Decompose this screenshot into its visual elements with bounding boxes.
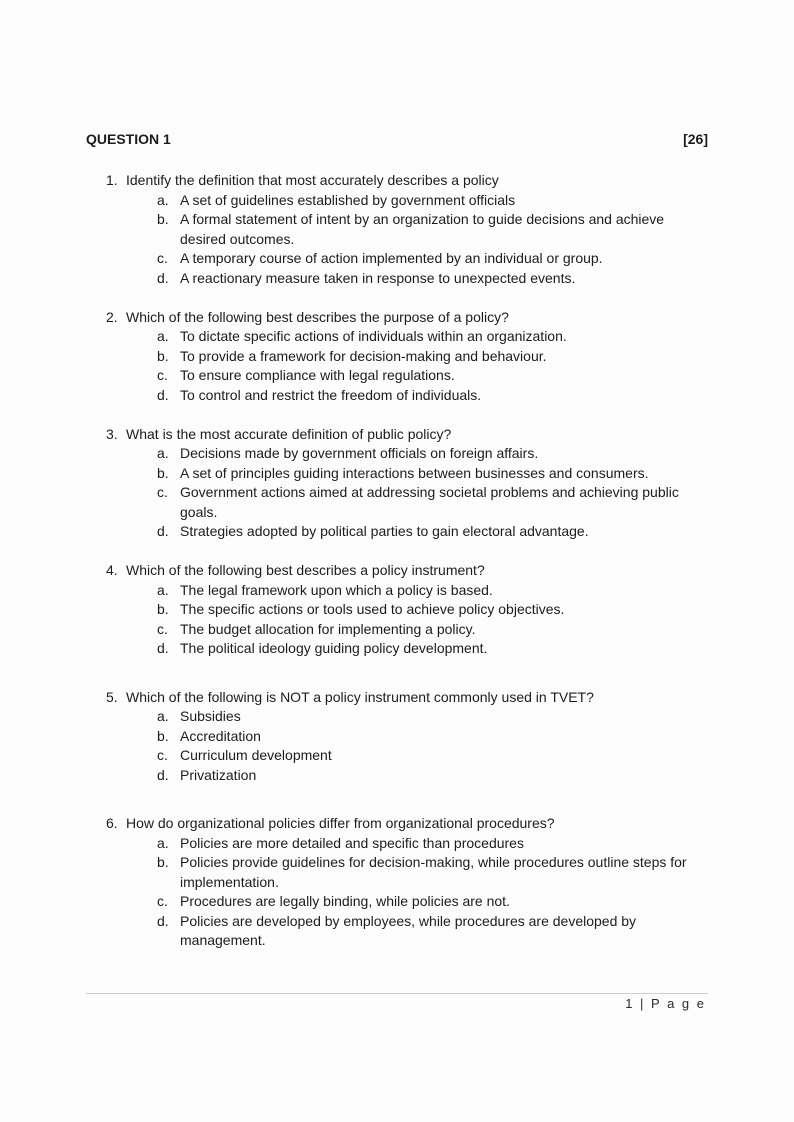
- option-text: Privatization: [180, 766, 257, 783]
- question-stem: [0, 561, 794, 581]
- option-letter: c.: [157, 747, 168, 763]
- answer-option: [0, 249, 794, 269]
- option-letter: a.: [157, 581, 169, 598]
- question-text: Which of the following best describes a policy instrument?: [126, 562, 485, 578]
- question-item: [0, 171, 794, 288]
- option-text: A formal statement of intent by an organization to guide decisions and achieve desired outcomes.: [180, 211, 665, 247]
- question-stem: [0, 171, 794, 191]
- option-text: Policies are more detailed and specific than procedures: [180, 834, 524, 851]
- answer-option: [0, 581, 794, 601]
- option-letter: b.: [157, 464, 169, 481]
- answer-option: [0, 912, 794, 951]
- option-letter: d.: [157, 523, 169, 539]
- question-stem: [0, 425, 794, 445]
- footer-divider: [86, 993, 708, 994]
- option-letter: d.: [157, 386, 169, 403]
- option-letter: c.: [157, 893, 168, 909]
- option-text: Government actions aimed at addressing societal problems and achieving public goals.: [180, 484, 679, 520]
- option-letter: d.: [157, 640, 169, 656]
- option-text: A temporary course of action implemented by an individual or group.: [180, 250, 603, 266]
- question-list: [0, 171, 794, 951]
- section-marks: [26]: [683, 131, 708, 147]
- answer-option: [0, 483, 794, 522]
- option-text: Strategies adopted by political parties to gain electoral advantage.: [180, 523, 589, 539]
- option-text: Subsidies: [180, 708, 241, 724]
- answer-option: [0, 210, 794, 249]
- option-text: To provide a framework for decision-making and behaviour.: [180, 347, 547, 364]
- section-title: QUESTION 1: [86, 131, 171, 147]
- question-number: 3.: [106, 425, 118, 442]
- option-letter: d.: [157, 269, 169, 286]
- answer-option: [0, 727, 794, 747]
- question-number: 1.: [106, 172, 118, 188]
- answer-option: [0, 444, 794, 464]
- option-letter: b.: [157, 727, 169, 744]
- option-letter: b.: [157, 601, 169, 617]
- question-number: 4.: [106, 562, 118, 578]
- answer-option: [0, 464, 794, 484]
- question-item: [0, 561, 794, 659]
- option-text: Policies provide guidelines for decision-making, while procedures outline steps for implementation.: [180, 854, 687, 890]
- option-letter: a.: [157, 834, 169, 851]
- option-text: Policies are developed by employees, while procedures are developed by management.: [180, 912, 637, 948]
- option-letter: c.: [157, 620, 168, 637]
- option-letter: a.: [157, 328, 169, 344]
- answer-option: [0, 347, 794, 367]
- option-text: To dictate specific actions of individuals within an organization.: [180, 328, 567, 344]
- question-item: [0, 308, 794, 406]
- question-item: [0, 425, 794, 542]
- option-letter: c.: [157, 484, 168, 500]
- option-text: The specific actions or tools used to achieve policy objectives.: [180, 601, 565, 617]
- option-text: Curriculum development: [180, 747, 332, 763]
- question-text: Identify the definition that most accurately describes a policy: [126, 172, 499, 188]
- question-number: 6.: [106, 815, 118, 831]
- option-letter: a.: [157, 191, 169, 208]
- option-text: To control and restrict the freedom of individuals.: [180, 386, 482, 403]
- option-letter: d.: [157, 766, 169, 783]
- option-letter: b.: [157, 347, 169, 364]
- answer-option: [0, 522, 794, 542]
- answer-option: [0, 366, 794, 386]
- question-text: How do organizational policies differ from organizational procedures?: [126, 815, 555, 831]
- option-text: A reactionary measure taken in response to unexpected events.: [180, 269, 576, 286]
- answer-option: [0, 707, 794, 727]
- question-number: 2.: [106, 308, 118, 325]
- option-text: A set of principles guiding interactions between businesses and consumers.: [180, 464, 649, 481]
- option-text: The legal framework upon which a policy is based.: [180, 581, 493, 598]
- answer-option: [0, 639, 794, 659]
- option-text: Accreditation: [180, 727, 261, 744]
- answer-option: [0, 600, 794, 620]
- answer-option: [0, 269, 794, 289]
- answer-option: [0, 327, 794, 347]
- answer-option: [0, 386, 794, 406]
- page-number: 1 | P a g e: [625, 996, 706, 1011]
- option-letter: d.: [157, 912, 169, 929]
- option-letter: b.: [157, 211, 169, 227]
- answer-option: [0, 620, 794, 640]
- option-letter: c.: [157, 367, 168, 383]
- question-item: [0, 688, 794, 786]
- answer-option: [0, 766, 794, 786]
- option-letter: a.: [157, 708, 169, 724]
- question-number: 5.: [106, 688, 118, 705]
- question-text: Which of the following best describes the purpose of a policy?: [126, 308, 509, 325]
- option-letter: c.: [157, 250, 168, 266]
- option-letter: b.: [157, 854, 169, 870]
- option-letter: a.: [157, 445, 169, 461]
- option-text: The political ideology guiding policy development.: [180, 640, 488, 656]
- option-text: Procedures are legally binding, while policies are not.: [180, 893, 510, 909]
- option-text: The budget allocation for implementing a policy.: [180, 620, 476, 637]
- option-text: To ensure compliance with legal regulations.: [180, 367, 455, 383]
- question-stem: [0, 688, 794, 708]
- question-stem: [0, 814, 794, 834]
- question-text: Which of the following is NOT a policy instrument commonly used in TVET?: [126, 688, 594, 705]
- answer-option: [0, 746, 794, 766]
- section-header: [86, 129, 708, 149]
- question-item: [0, 814, 794, 951]
- question-text: What is the most accurate definition of public policy?: [126, 425, 452, 442]
- option-text: A set of guidelines established by government officials: [180, 191, 516, 208]
- option-text: Decisions made by government officials on foreign affairs.: [180, 445, 539, 461]
- answer-option: [0, 834, 794, 854]
- answer-option: [0, 853, 794, 892]
- answer-option: [0, 892, 794, 912]
- question-stem: [0, 308, 794, 328]
- answer-option: [0, 191, 794, 211]
